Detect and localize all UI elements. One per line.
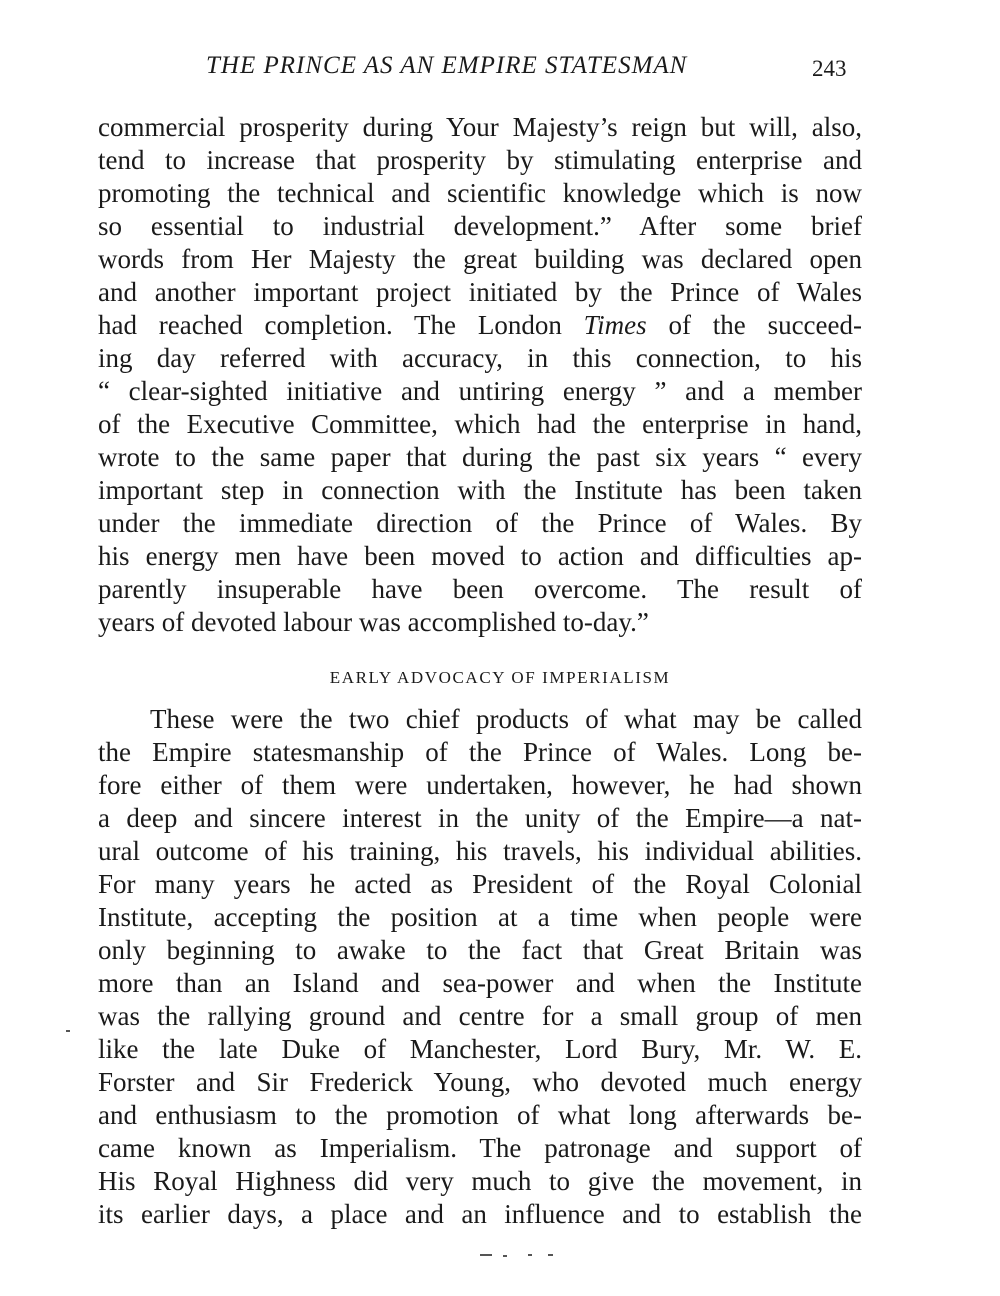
text-fragment: of the succeed- [668, 310, 863, 340]
text-line: fore either of them were undertaken, however, he had shown [98, 770, 862, 800]
text-line: years of devoted labour was accomplished to-day.” [98, 607, 649, 637]
section-heading: EARLY ADVOCACY OF IMPERIALISM [329, 668, 671, 687]
text-line: so essential to industrial development.” After some brief [98, 211, 862, 241]
text-line-with-italic [98, 309, 862, 342]
text-line: Institute, accepting the position at a time when people were [98, 902, 862, 932]
text-line: For many years he acted as President of the Royal Colonial [98, 869, 862, 899]
text-line: under the immediate direction of the Prince of Wales. By [98, 508, 862, 538]
text-line: of the Executive Committee, which had the enterprise in hand, [98, 409, 862, 439]
text-line: like the late Duke of Manchester, Lord Bury, Mr. W. E. [98, 1034, 862, 1064]
scan-smudge [480, 1254, 492, 1256]
text-line: parently insuperable have been overcome. The result of [98, 574, 862, 604]
paragraph-imperialism [98, 703, 862, 1231]
text-line: and enthusiasm to the promotion of what long afterwards be- [98, 1100, 862, 1130]
text-line: ing day referred with accuracy, in this connection, to his [98, 343, 862, 373]
text-line: the Empire statesmanship of the Prince of Wales. Long be- [98, 737, 862, 767]
text-line: words from Her Majesty the great building was declared open [98, 244, 862, 274]
text-line: Forster and Sir Frederick Young, who devoted much energy [98, 1067, 862, 1097]
text-line: its earlier days, a place and an influence and to establish the [98, 1199, 862, 1229]
text-line: “ clear-sighted initiative and untiring energy ” and a member [98, 376, 862, 406]
text-line: These were the two chief products of what may be called [150, 704, 862, 734]
text-line: a deep and sincere interest in the unity of the Empire—a nat- [98, 803, 862, 833]
text-fragment: had reached completion. The London [98, 310, 562, 340]
text-line: important step in connection with the Institute has been taken [98, 475, 862, 505]
text-line: came known as Imperialism. The patronage and support of [98, 1133, 862, 1163]
scan-smudge [66, 1030, 70, 1032]
running-head [0, 52, 1000, 92]
text-line: was the rallying ground and centre for a small group of men [98, 1001, 862, 1031]
italic-newspaper-title: Times [583, 310, 647, 340]
text-line: and another important project initiated by the Prince of Wales [98, 277, 862, 307]
text-line: tend to increase that prosperity by stimulating enterprise and [98, 145, 862, 175]
text-line: commercial prosperity during Your Majesty’s reign but will, also, [98, 112, 862, 142]
text-line: his energy men have been moved to action and difficulties ap- [98, 541, 862, 571]
running-title: THE PRINCE AS AN EMPIRE STATESMAN [206, 52, 688, 79]
paragraph-commercial-prosperity [98, 111, 862, 639]
scan-smudge [503, 1255, 507, 1257]
text-line: promoting the technical and scientific knowledge which is now [98, 178, 862, 208]
page-number: 243 [812, 56, 847, 81]
text-line: more than an Island and sea-power and when the Institute [98, 968, 862, 998]
text-line: wrote to the same paper that during the past six years “ every [98, 442, 862, 472]
text-line: only beginning to awake to the fact that Great Britain was [98, 935, 862, 965]
scan-smudge [528, 1254, 532, 1256]
scan-smudge [548, 1254, 553, 1256]
text-line: His Royal Highness did very much to give the movement, in [98, 1166, 862, 1196]
text-line: ural outcome of his training, his travels, his individual abilities. [98, 836, 862, 866]
